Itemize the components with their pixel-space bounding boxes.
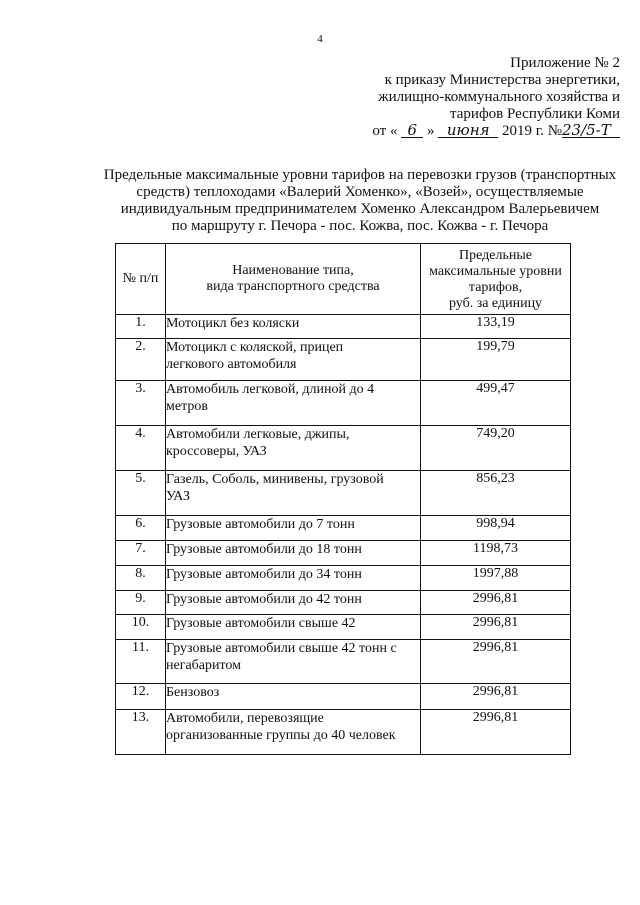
row-number: 12. bbox=[116, 684, 166, 710]
title-line-3: индивидуальным предпринимателем Хоменко Александром Валерьевичем bbox=[120, 201, 600, 217]
row-number: 4. bbox=[116, 426, 166, 471]
table-row bbox=[116, 710, 571, 755]
document-title bbox=[100, 167, 620, 235]
tariff-value: 2996,81 bbox=[421, 591, 571, 615]
order-date-mid: » bbox=[426, 123, 435, 139]
row-number: 8. bbox=[116, 566, 166, 591]
header-price bbox=[421, 244, 571, 315]
table-row bbox=[116, 640, 571, 684]
vehicle-type bbox=[166, 566, 421, 591]
vehicle-type-line1: Автомобили, перевозящие bbox=[166, 711, 324, 726]
header-price-line2: максимальные уровни bbox=[429, 264, 562, 279]
vehicle-type-line1: Мотоцикл без коляски bbox=[166, 316, 300, 331]
appendix-header bbox=[290, 55, 620, 140]
tariff-value: 2996,81 bbox=[421, 684, 571, 710]
vehicle-type-line2: негабаритом bbox=[166, 658, 242, 673]
order-day-handwritten: 6 bbox=[401, 123, 423, 138]
vehicle-type-line1: Грузовые автомобили до 7 тонн bbox=[166, 517, 355, 532]
vehicle-type-line1: Мотоцикл с коляской, прицеп bbox=[166, 340, 344, 355]
vehicle-type-line2: легкового автомобиля bbox=[166, 357, 297, 372]
vehicle-type bbox=[166, 516, 421, 541]
header-name-line1: Наименование типа, bbox=[232, 263, 354, 278]
vehicle-type bbox=[166, 591, 421, 615]
table-row bbox=[116, 516, 571, 541]
vehicle-type-line1: Автомобиль легковой, длиной до 4 bbox=[166, 382, 375, 397]
table-header-row bbox=[116, 244, 571, 315]
vehicle-type-line1: Газель, Соболь, минивены, грузовой bbox=[166, 472, 384, 487]
vehicle-type bbox=[166, 541, 421, 566]
title-line-4: по маршруту г. Печора - пос. Кожва, пос. Кожва - г. Печора bbox=[171, 218, 549, 234]
appendix-order-ref-line3: тарифов Республики Коми bbox=[450, 106, 620, 122]
vehicle-type bbox=[166, 339, 421, 381]
header-name bbox=[166, 244, 421, 315]
vehicle-type-line2: кроссоверы, УАЗ bbox=[166, 444, 267, 459]
tariff-table bbox=[115, 243, 571, 755]
vehicle-type bbox=[166, 640, 421, 684]
tariff-value: 856,23 bbox=[421, 471, 571, 516]
table-row bbox=[116, 471, 571, 516]
vehicle-type-line1: Грузовые автомобили до 34 тонн bbox=[166, 567, 362, 582]
header-price-line3: тарифов, bbox=[468, 280, 523, 295]
vehicle-type-line1: Бензовоз bbox=[166, 685, 220, 700]
vehicle-type-line1: Грузовые автомобили до 18 тонн bbox=[166, 542, 362, 557]
table-row bbox=[116, 541, 571, 566]
appendix-order-ref-line1: к приказу Министерства энергетики, bbox=[384, 72, 620, 88]
vehicle-type bbox=[166, 426, 421, 471]
table-row bbox=[116, 615, 571, 640]
tariff-value: 998,94 bbox=[421, 516, 571, 541]
row-number: 2. bbox=[116, 339, 166, 381]
vehicle-type-line1: Автомобили легковые, джипы, bbox=[166, 427, 350, 442]
table-row bbox=[116, 684, 571, 710]
vehicle-type bbox=[166, 684, 421, 710]
table-row bbox=[116, 566, 571, 591]
vehicle-type bbox=[166, 315, 421, 339]
vehicle-type-line2: метров bbox=[166, 399, 208, 414]
vehicle-type-line1: Грузовые автомобили до 42 тонн bbox=[166, 592, 362, 607]
row-number: 5. bbox=[116, 471, 166, 516]
row-number: 13. bbox=[116, 710, 166, 755]
order-year: 2019 г. bbox=[501, 123, 544, 139]
vehicle-type-line1: Грузовые автомобили свыше 42 тонн с bbox=[166, 641, 397, 656]
tariff-value: 499,47 bbox=[421, 381, 571, 426]
tariff-value: 1997,88 bbox=[421, 566, 571, 591]
row-number: 6. bbox=[116, 516, 166, 541]
row-number: 7. bbox=[116, 541, 166, 566]
vehicle-type bbox=[166, 710, 421, 755]
order-number-label: № bbox=[547, 123, 562, 139]
vehicle-type bbox=[166, 471, 421, 516]
appendix-order-ref-line2: жилищно-коммунального хозяйства и bbox=[378, 89, 620, 105]
table-row bbox=[116, 591, 571, 615]
vehicle-type-line1: Грузовые автомобили свыше 42 bbox=[166, 616, 356, 631]
row-number: 10. bbox=[116, 615, 166, 640]
tariff-value: 133,19 bbox=[421, 315, 571, 339]
row-number: 11. bbox=[116, 640, 166, 684]
table-row bbox=[116, 315, 571, 339]
order-month-handwritten: июня bbox=[438, 123, 498, 138]
tariff-value: 749,20 bbox=[421, 426, 571, 471]
header-num: № п/п bbox=[116, 244, 166, 315]
title-line-2: средств) теплоходами «Валерий Хоменко», «Возей», осуществляемые bbox=[136, 184, 584, 200]
table-row bbox=[116, 381, 571, 426]
header-price-line1: Предельные bbox=[459, 248, 532, 263]
page-number: 4 bbox=[317, 33, 323, 45]
order-date-line bbox=[290, 123, 620, 140]
header-price-line4: руб. за единицу bbox=[448, 296, 543, 311]
tariff-value: 1198,73 bbox=[421, 541, 571, 566]
row-number: 9. bbox=[116, 591, 166, 615]
tariff-value: 2996,81 bbox=[421, 710, 571, 755]
row-number: 3. bbox=[116, 381, 166, 426]
tariff-value: 2996,81 bbox=[421, 615, 571, 640]
tariff-value: 199,79 bbox=[421, 339, 571, 381]
tariff-value: 2996,81 bbox=[421, 640, 571, 684]
table-row bbox=[116, 426, 571, 471]
title-line-1: Предельные максимальные уровни тарифов на перевозки грузов (транспортных bbox=[103, 167, 617, 183]
order-number-handwritten: 23/5-Т bbox=[562, 123, 620, 138]
vehicle-type bbox=[166, 381, 421, 426]
vehicle-type bbox=[166, 615, 421, 640]
appendix-title: Приложение № 2 bbox=[510, 55, 620, 71]
table-row bbox=[116, 339, 571, 381]
vehicle-type-line2: УАЗ bbox=[166, 489, 191, 504]
order-date-prefix: от « bbox=[372, 123, 398, 139]
row-number: 1. bbox=[116, 315, 166, 339]
header-name-line2: вида транспортного средства bbox=[206, 279, 380, 294]
vehicle-type-line2: организованные группы до 40 человек bbox=[166, 728, 396, 743]
